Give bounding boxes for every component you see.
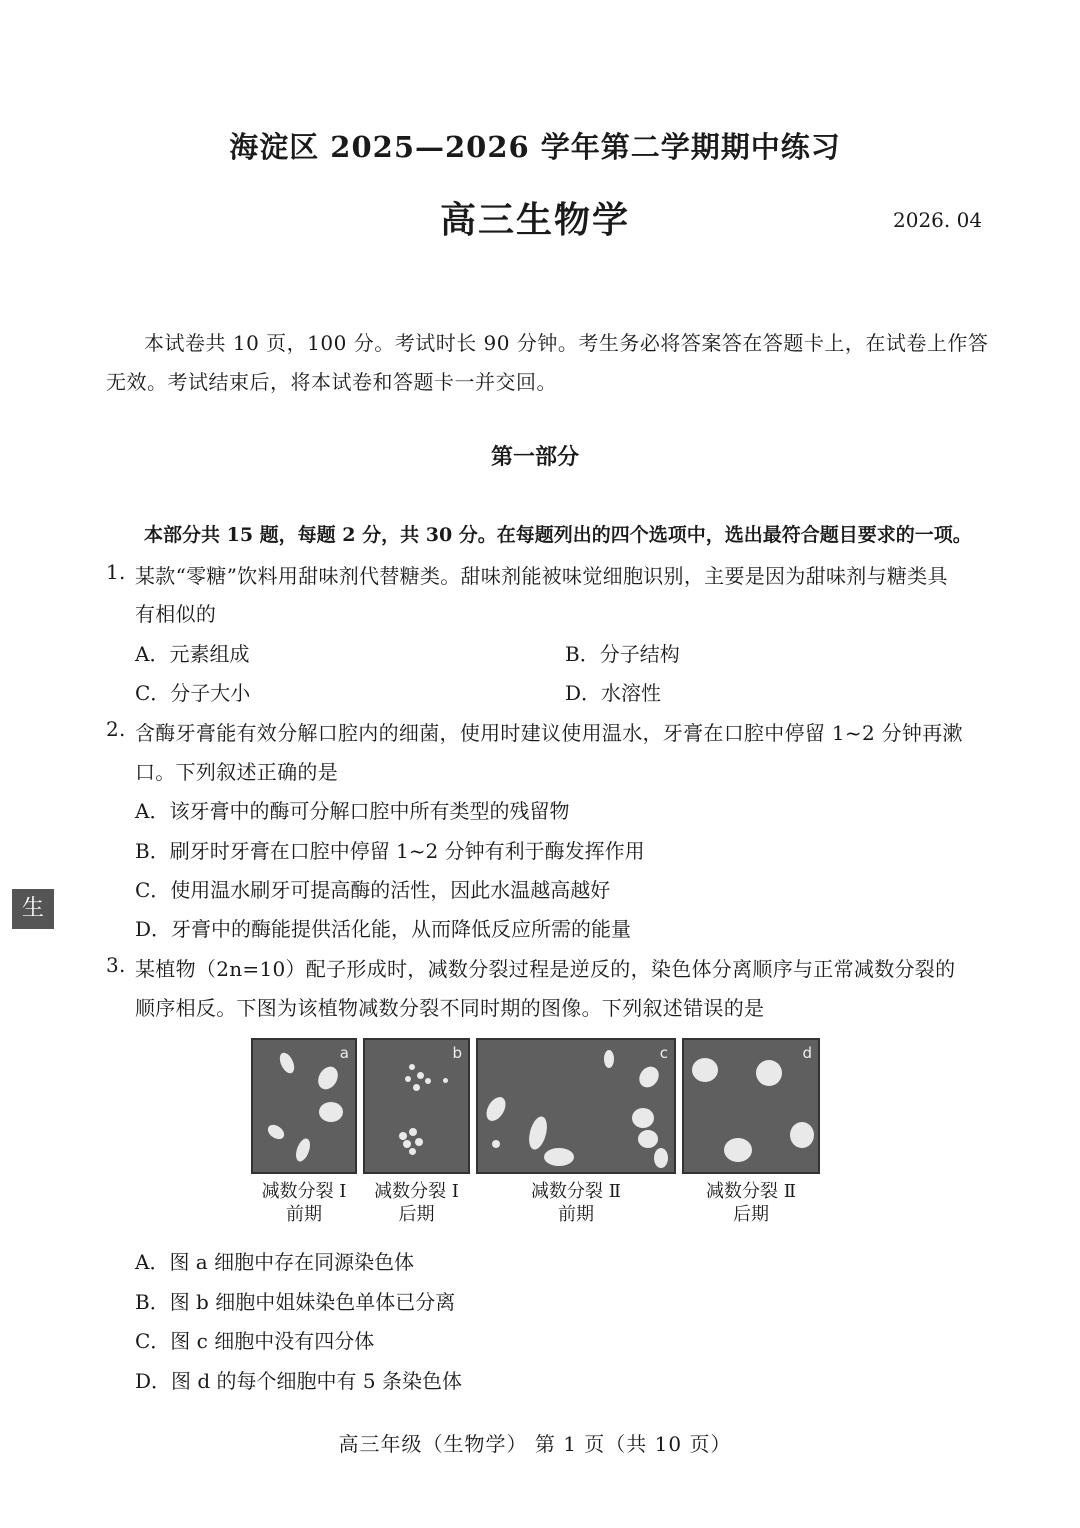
chromosome-blob xyxy=(417,1072,424,1079)
chromosome-blob xyxy=(544,1148,574,1166)
question-1-option-a: A．元素组成 xyxy=(135,642,250,666)
subject-side-tab: 生 xyxy=(12,889,54,929)
chromosome-blob xyxy=(790,1122,814,1148)
question-2-option-a: A．该牙膏中的酶可分解口腔中所有类型的残留物 xyxy=(135,799,570,823)
figure-caption-d xyxy=(682,1180,820,1226)
chromosome-blob xyxy=(425,1078,431,1084)
question-3-option-a: A．图 a 细胞中存在同源染色体 xyxy=(135,1250,415,1274)
section-title: 第一部分 xyxy=(490,444,579,470)
chromosome-blob xyxy=(492,1140,500,1148)
caption-b-stage: 减数分裂 Ⅰ xyxy=(374,1181,459,1202)
chromosome-blob xyxy=(403,1140,411,1148)
caption-a-phase: 前期 xyxy=(286,1204,322,1225)
chromosome-blob xyxy=(409,1148,416,1155)
question-3-line-2: 顺序相反。下图为该植物减数分裂不同时期的图像。下列叙述错误的是 xyxy=(135,996,765,1020)
caption-b-phase: 后期 xyxy=(398,1204,435,1225)
panel-letter-a: a xyxy=(339,1044,349,1062)
chromosome-blob xyxy=(399,1132,407,1140)
question-2-line-1: 含酶牙膏能有效分解口腔内的细菌，使用时建议使用温水，牙膏在口腔中停留 1~2 分钟再漱 xyxy=(135,721,963,745)
question-1-line-1: 某款“零糖”饮料用甜味剂代替糖类。甜味剂能被味觉细胞识别，主要是因为甜味剂与糖类具 xyxy=(135,564,948,588)
figure-caption-c xyxy=(476,1180,676,1226)
chromosome-blob xyxy=(277,1050,297,1075)
chromosome-blob xyxy=(265,1122,287,1142)
chromosome-blob xyxy=(405,1076,411,1082)
question-3-option-b: B．图 b 细胞中姐妹染色单体已分离 xyxy=(135,1290,456,1314)
question-1-line-2: 有相似的 xyxy=(135,602,217,626)
chromosome-blob xyxy=(293,1137,312,1164)
chromosome-blob xyxy=(409,1128,417,1136)
page-footer: 高三年级（生物学） 第 1 页（共 10 页） xyxy=(338,1432,732,1456)
figure-panel-b xyxy=(363,1038,470,1174)
panel-letter-d: d xyxy=(802,1044,812,1062)
chromosome-blob xyxy=(483,1094,510,1125)
question-2-line-2: 口。下列叙述正确的是 xyxy=(135,760,338,784)
caption-d-stage: 减数分裂 Ⅱ xyxy=(706,1181,796,1202)
exam-date: 2026. 04 xyxy=(893,208,983,232)
figure-caption-b xyxy=(363,1180,470,1226)
figure-caption-a xyxy=(251,1180,357,1226)
chromosome-blob xyxy=(692,1058,718,1082)
question-3-number: 3. xyxy=(106,953,126,977)
exam-title: 海淀区 2025—2026 学年第二学期期中练习 xyxy=(229,130,841,164)
chromosome-blob xyxy=(443,1078,448,1083)
question-1-option-d: D．水溶性 xyxy=(565,681,662,705)
chromosome-blob xyxy=(756,1060,782,1086)
question-1-number: 1. xyxy=(106,560,126,584)
figure-panel-a xyxy=(251,1038,357,1174)
caption-a-stage: 减数分裂 Ⅰ xyxy=(261,1181,347,1202)
chromosome-blob xyxy=(413,1084,420,1091)
question-1-option-c: C．分子大小 xyxy=(135,681,251,705)
question-1-option-b: B．分子结构 xyxy=(565,642,680,666)
chromosome-blob xyxy=(314,1063,342,1093)
question-2-option-b: B．刷牙时牙膏在口腔中停留 1~2 分钟有利于酶发挥作用 xyxy=(135,839,645,863)
chromosome-blob xyxy=(409,1064,415,1070)
caption-c-phase: 前期 xyxy=(558,1204,594,1225)
question-2-number: 2. xyxy=(106,717,126,741)
section-instruction: 本部分共 15 题，每题 2 分，共 30 分。在每题列出的四个选项中，选出最符合题目要求的一项。 xyxy=(144,524,972,546)
question-2-option-c: C．使用温水刷牙可提高酶的活性，因此水温越高越好 xyxy=(135,878,611,902)
chromosome-blob xyxy=(654,1148,668,1168)
question-3-option-c: C．图 c 细胞中没有四分体 xyxy=(135,1329,375,1353)
figure-panel-d xyxy=(682,1038,820,1174)
caption-c-stage: 减数分裂 Ⅱ xyxy=(531,1181,621,1202)
question-2-option-d: D．牙膏中的酶能提供活化能，从而降低反应所需的能量 xyxy=(135,917,632,941)
caption-d-phase: 后期 xyxy=(733,1204,769,1225)
chromosome-blob xyxy=(526,1115,550,1152)
chromosome-blob xyxy=(632,1108,654,1128)
subject-title: 高三生物学 xyxy=(439,199,630,241)
question-3-line-1: 某植物（2n=10）配子形成时，减数分裂过程是逆反的，染色体分离顺序与正常减数分裂的 xyxy=(135,957,956,981)
question-3-option-d: D．图 d 的每个细胞中有 5 条染色体 xyxy=(135,1369,462,1393)
figure-panel-c xyxy=(476,1038,676,1174)
intro-line-1: 本试卷共 10 页，100 分。考试时长 90 分钟。考生务必将答案答在答题卡上，在试卷上作答 xyxy=(144,331,989,355)
chromosome-blob xyxy=(415,1138,423,1146)
chromosome-blob xyxy=(319,1102,343,1122)
panel-letter-c: c xyxy=(659,1044,668,1062)
chromosome-blob xyxy=(604,1050,614,1068)
panel-letter-b: b xyxy=(452,1044,462,1062)
intro-line-2: 无效。考试结束后，将本试卷和答题卡一并交回。 xyxy=(106,370,557,394)
chromosome-blob xyxy=(638,1130,658,1148)
chromosome-blob xyxy=(724,1138,752,1162)
chromosome-blob xyxy=(635,1063,662,1091)
